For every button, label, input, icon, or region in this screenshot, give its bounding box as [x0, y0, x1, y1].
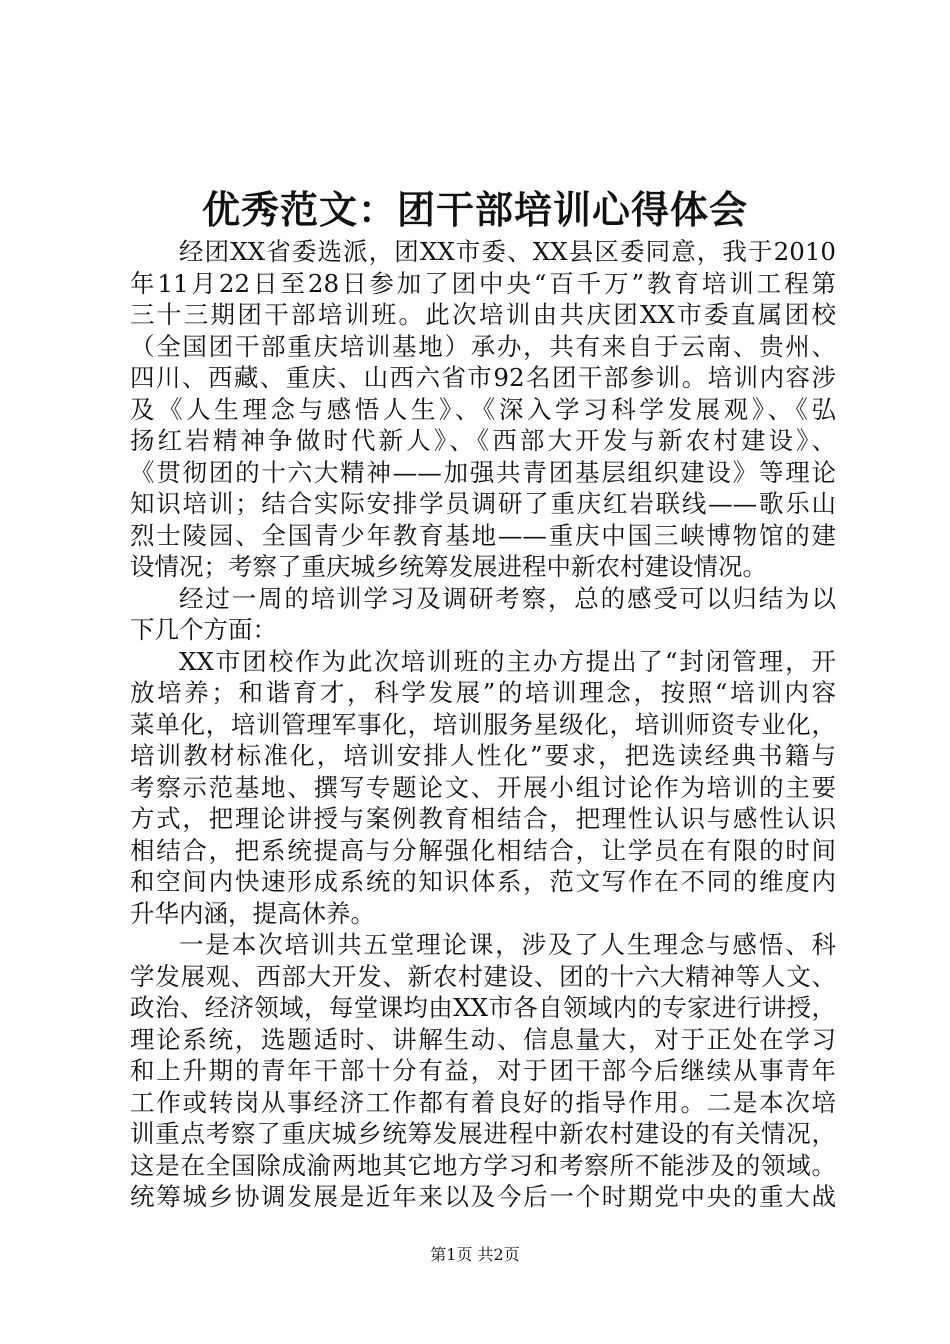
text-line: 这是在全国除成渝两地其它地方学习和考察所不能涉及的领域。 — [130, 1150, 836, 1180]
text-line: 理论系统，选题适时、讲解生动、信息量大，对于正处在学习 — [130, 1024, 836, 1054]
text-line: 统筹城乡协调发展是近年来以及今后一个时期党中央的重大战 — [130, 1182, 836, 1211]
text-line: 培训教材标准化，培训安排人性化”要求，把选读经典书籍与 — [130, 741, 836, 770]
text-line: 经团XX省委选派，团XX市委、XX县区委同意，我于2010 — [179, 237, 836, 266]
text-line: 政治、经济领域，每堂课均由XX市各自领域内的专家进行讲授， — [130, 993, 836, 1022]
text-line: 四川、西藏、重庆、山西六省市92名团干部参训。培训内容涉 — [130, 363, 836, 392]
text-line: 升华内涵，提高休养。 — [130, 898, 375, 928]
text-line: 训重点考察了重庆城乡统筹发展进程中新农村建设的有关情况， — [130, 1119, 836, 1148]
text-line: 知识培训；结合实际安排学员调研了重庆红岩联线——歌乐山 — [130, 489, 836, 518]
text-line: 相结合，把系统提高与分解强化相结合，让学员在有限的时间 — [130, 835, 836, 865]
document-title: 优秀范文：团干部培训心得体会 — [201, 187, 748, 232]
text-line: 学发展观、西部大开发、新农村建设、团的十六大精神等人文、 — [130, 961, 836, 991]
text-line: 菜单化，培训管理军事化，培训服务星级化，培训师资专业化， — [130, 709, 836, 739]
text-line: 年11月22日至28日参加了团中央“百千万”教育培训工程第 — [130, 268, 836, 298]
text-line: 三十三期团干部培训班。此次培训由共庆团XX市委直属团校 — [130, 300, 836, 329]
text-line: 方式，把理论讲授与案例教育相结合，把理性认识与感性认识 — [130, 804, 836, 833]
text-line: 工作或转岗从事经济工作都有着良好的指导作用。二是本次培 — [130, 1087, 836, 1117]
text-line: 和空间内快速形成系统的知识体系，范文写作在不同的维度内 — [130, 867, 836, 896]
text-line: 放培养；和谐育才，科学发展”的培训理念，按照“培训内容 — [130, 678, 836, 707]
document-body — [130, 236, 836, 1213]
text-line: 扬红岩精神争做时代新人》、《西部大开发与新农村建设》、 — [130, 426, 836, 455]
text-line: 烈士陵园、全国青少年教育基地——重庆中国三峡博物馆的建 — [130, 520, 836, 550]
text-line: 和上升期的青年干部十分有益，对于团干部今后继续从事青年 — [130, 1056, 836, 1085]
text-line: 经过一周的培训学习及调研考察，总的感受可以归结为以 — [179, 583, 836, 613]
text-line: 《贯彻团的十六大精神——加强共青团基层组织建设》等理论 — [130, 457, 836, 487]
text-line: 及《人生理念与感悟人生》、《深入学习科学发展观》、《弘 — [130, 394, 836, 424]
text-line: 考察示范基地、撰写专题论文、开展小组讨论作为培训的主要 — [130, 772, 836, 802]
text-line: XX市团校作为此次培训班的主办方提出了“封闭管理，开 — [179, 646, 836, 676]
text-line: 下几个方面： — [130, 615, 277, 644]
text-line: 设情况；考察了重庆城乡统筹发展进程中新农村建设情况。 — [130, 552, 767, 581]
text-line: 一是本次培训共五堂理论课，涉及了人生理念与感悟、科 — [179, 930, 836, 959]
text-line: （全国团干部重庆培训基地）承办，共有来自于云南、贵州、 — [130, 331, 836, 361]
page-footer: 第1页 共2页 — [430, 1245, 520, 1264]
